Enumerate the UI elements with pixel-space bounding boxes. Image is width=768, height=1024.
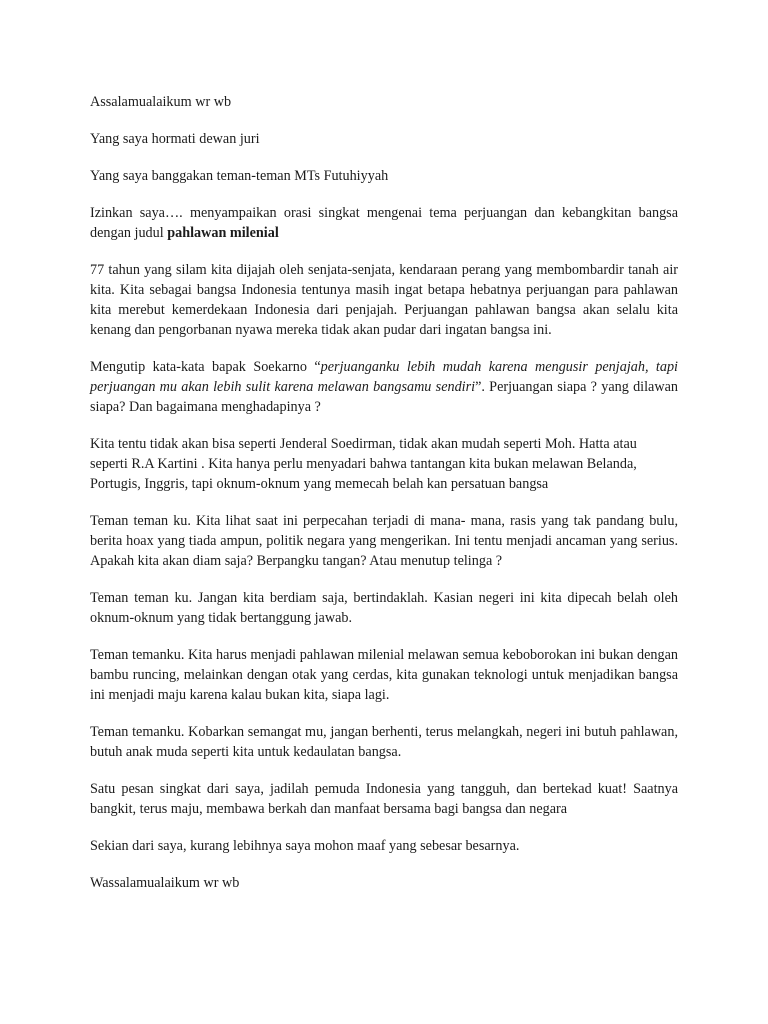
intro-text: Izinkan saya…. menyampaikan orasi singkat mengenai tema perjuangan dan kebangkitan bangsa dengan judul <box>90 205 678 241</box>
greeting-close: Wassalamualaikum wr wb <box>90 875 240 891</box>
quote-follow: ”. Perjuangan siapa ? yang dilawan siapa? Dan bagaimana menghadapinya ? <box>90 379 678 415</box>
history-paragraph: 77 tahun yang silam kita dijajah oleh senjata-senjata, kendaraan perang yang membombardir tanah air kita. Kita sebagai bangsa Indonesia tentunya masih ingat betapa hebatnya perjuangan para pahlawan kita merebut kemerdekaan Indonesia dari penjajah. Perjuangan pahlawan bangsa akan selalu kita kenang dan pengorbanan nyawa mereka tidak akan pudar dari ingatan bangsa ini. <box>90 262 678 338</box>
quote-lead: Mengutip kata-kata bapak Soekarno “ <box>90 359 321 375</box>
address-friends: Yang saya banggakan teman-teman MTs Futuhiyyah <box>90 168 389 184</box>
soekarno-quote: perjuanganku lebih mudah karena mengusir penjajah, tapi perjuangan mu akan lebih sulit karena melawan bangsamu sendiri <box>90 359 678 395</box>
quote-paragraph <box>90 357 678 417</box>
intro-paragraph <box>90 203 678 243</box>
greeting-open: Assalamualaikum wr wb <box>90 94 232 110</box>
document-page <box>90 92 678 910</box>
rise-paragraph: Teman teman ku. Jangan kita berdiam saja, bertindaklah. Kasian negeri ini kita dipecah belah oleh oknum-oknum yang tidak bertanggung jawab. <box>90 590 678 626</box>
address-jury: Yang saya hormati dewan juri <box>90 131 260 147</box>
division-paragraph: Teman teman ku. Kita lihat saat ini perpecahan terjadi di mana- mana, rasis yang tak pandang bulu, berita hoax yang tiada ampun, politik negara yang mengerikan. Ini tentu menjadi ancaman yang serius. Apakah kita akan diam saja? Berpangku tangan? Atau menutup telinga ? <box>90 513 678 569</box>
message-paragraph: Satu pesan singkat dari saya, jadilah pemuda Indonesia yang tangguh, dan bertekad kuat! Saatnya bangkit, terus maju, membawa berkah dan manfaat bersama bagi bangsa dan negara <box>90 781 678 817</box>
closing-apology: Sekian dari saya, kurang lebihnya saya mohon maaf yang sebesar besarnya. <box>90 838 520 854</box>
heroes-paragraph: Kita tentu tidak akan bisa seperti Jenderal Soedirman, tidak akan mudah seperti Moh. Hatta atau seperti R.A Kartini . Kita hanya perlu menyadari bahwa tantangan kita bukan melawan Belanda, Portugis, Inggris, tapi oknum-oknum yang memecah belah kan persatuan bangsa <box>90 436 637 492</box>
spirit-paragraph: Teman temanku. Kobarkan semangat mu, jangan berhenti, terus melangkah, negeri ini butuh pahlawan, butuh anak muda seperti kita untuk kedaulatan bangsa. <box>90 724 678 760</box>
speech-title: pahlawan milenial <box>167 225 279 241</box>
millennial-paragraph: Teman temanku. Kita harus menjadi pahlawan milenial melawan semua keboborokan ini bukan dengan bambu runcing, melainkan dengan otak yang cerdas, kita gunakan teknologi untuk menjadikan bangsa ini menjadi maju karena kalau bukan kita, siapa lagi. <box>90 647 678 703</box>
